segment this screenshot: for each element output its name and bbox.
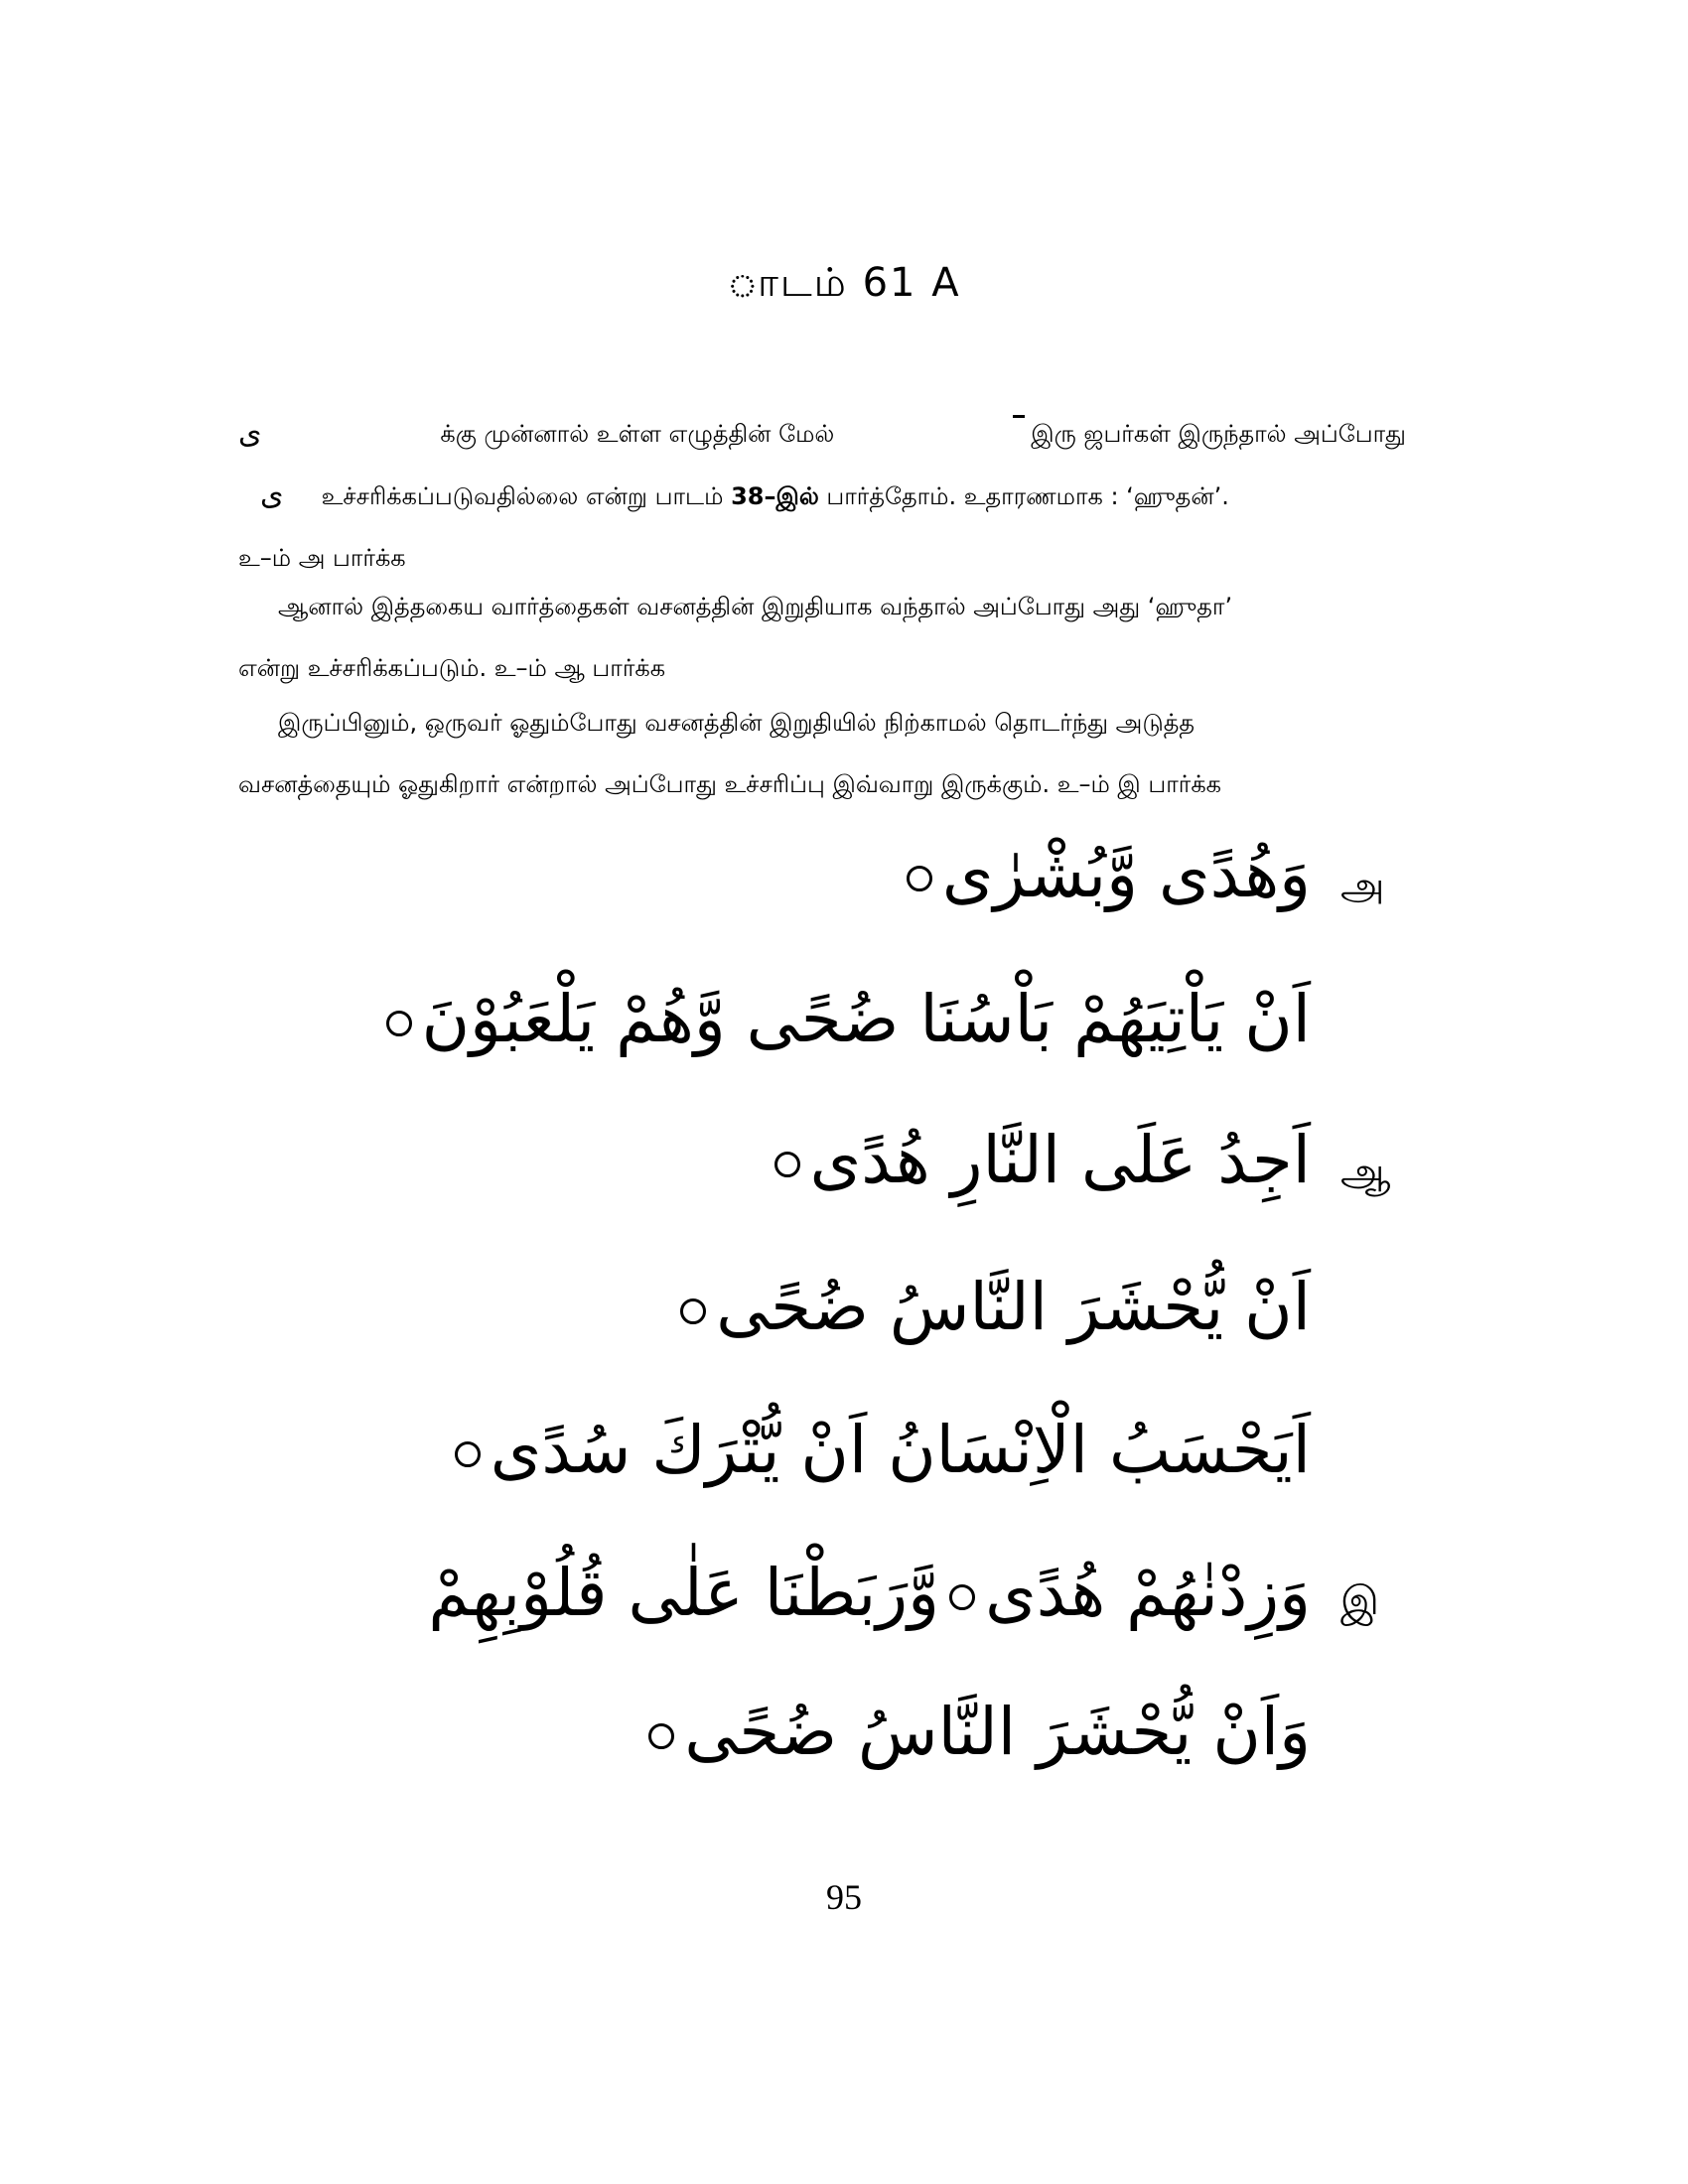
jabar-mark [1013, 403, 1406, 465]
arabic-line-4 [670, 1269, 1311, 1345]
arabic-line-1 [897, 836, 1311, 912]
double-jabar-icon [1013, 415, 1025, 418]
arabic-verse-5: اَيَحْسَبُ الْاِنْسَانُ اَنْ يُّتْرَكَ سُدًى [490, 1412, 1311, 1488]
para1-line2-text-b: பார்த்தோம். உதாரணமாக : ‘ஹுதன்’. [826, 482, 1229, 510]
arabic-line-3 [765, 1122, 1311, 1198]
page-number: 95 [826, 1877, 862, 1917]
verse-end-circle-icon [455, 1441, 481, 1467]
paragraph-1-line-3: உ–ம் அ பார்க்க [238, 544, 406, 572]
paragraph-1-line-1 [238, 403, 1406, 465]
arabic-line-2 [376, 981, 1311, 1057]
page-title: ாடம் 61 A [727, 260, 961, 306]
arabic-verse-6a: وَزِدْنٰهُمْ هُدًى [985, 1555, 1311, 1631]
arabic-verse-6b: وَّرَبَطْنَا عَلٰى قُلُوْبِهِمْ [428, 1555, 940, 1631]
ya-letter: ی [238, 416, 262, 451]
lesson-reference: 38–இல் [731, 482, 819, 510]
paragraph-2 [238, 576, 1406, 699]
ya-letter-2: ی [260, 478, 284, 512]
verse-end-circle-icon [907, 866, 932, 891]
arabic-verse-3: اَجِدُ عَلَى النَّارِ هُدًى [809, 1122, 1311, 1198]
paragraph-2-line-2: என்று உச்சரிக்கப்படும். உ–ம் ஆ பார்க்க [238, 654, 666, 682]
arabic-verse-7: وَاَنْ يُّحْشَرَ النَّاسُ ضُحًى [684, 1694, 1311, 1770]
paragraph-3-line-2: வசனத்தையும் ஓதுகிறார் என்றால் அப்போது உச்சரிப்பு இவ்வாறு இருக்கும். உ–ம் இ பார்க்க [238, 770, 1222, 798]
arabic-line-6 [428, 1555, 1311, 1631]
verse-end-circle-icon [648, 1723, 674, 1749]
paragraph-1-line-2 [238, 465, 1406, 527]
arabic-verse-4: اَنْ يُّحْشَرَ النَّاسُ ضُحًى [716, 1269, 1311, 1345]
arabic-verse-1: وَهُدًى وَّبُشْرٰى [941, 836, 1311, 912]
arabic-verse-2: اَنْ يَاْتِيَهُمْ بَاْسُنَا ضُحًى وَّهُمْ يَلْعَبُوْنَ [421, 981, 1311, 1057]
verse-end-circle-icon [386, 1011, 412, 1036]
para1-line2-text-a: உச்சரிக்கப்படுவதில்லை என்று பாடம் [321, 482, 724, 510]
marker-a: அ [1340, 864, 1385, 909]
para1-text-b: இரு ஜபர்கள் இருந்தால் அப்போது [1031, 420, 1406, 448]
verse-end-circle-icon [680, 1298, 706, 1324]
paragraph-2-line-1: ஆனால் இத்தகைய வார்த்தைகள் வசனத்தின் இறுதியாக வந்தால் அப்போது அது ‘ஹுதா’ [278, 593, 1233, 620]
paragraph-3 [238, 692, 1406, 815]
marker-aa: ஆ [1340, 1150, 1391, 1195]
paragraph-1 [238, 403, 1406, 589]
verse-end-circle-icon [949, 1584, 975, 1610]
marker-i: இ [1340, 1578, 1379, 1624]
verse-end-circle-icon [774, 1152, 800, 1177]
para1-text-a: க்கு முன்னால் உள்ள எழுத்தின் மேல் [440, 420, 835, 448]
paragraph-3-line-1: இருப்பினும், ஒருவர் ஓதும்போது வசனத்தின் இறுதியில் நிற்காமல் தொடர்ந்து அடுத்த [278, 709, 1196, 737]
arabic-line-5 [445, 1412, 1311, 1488]
arabic-line-7 [638, 1694, 1311, 1770]
